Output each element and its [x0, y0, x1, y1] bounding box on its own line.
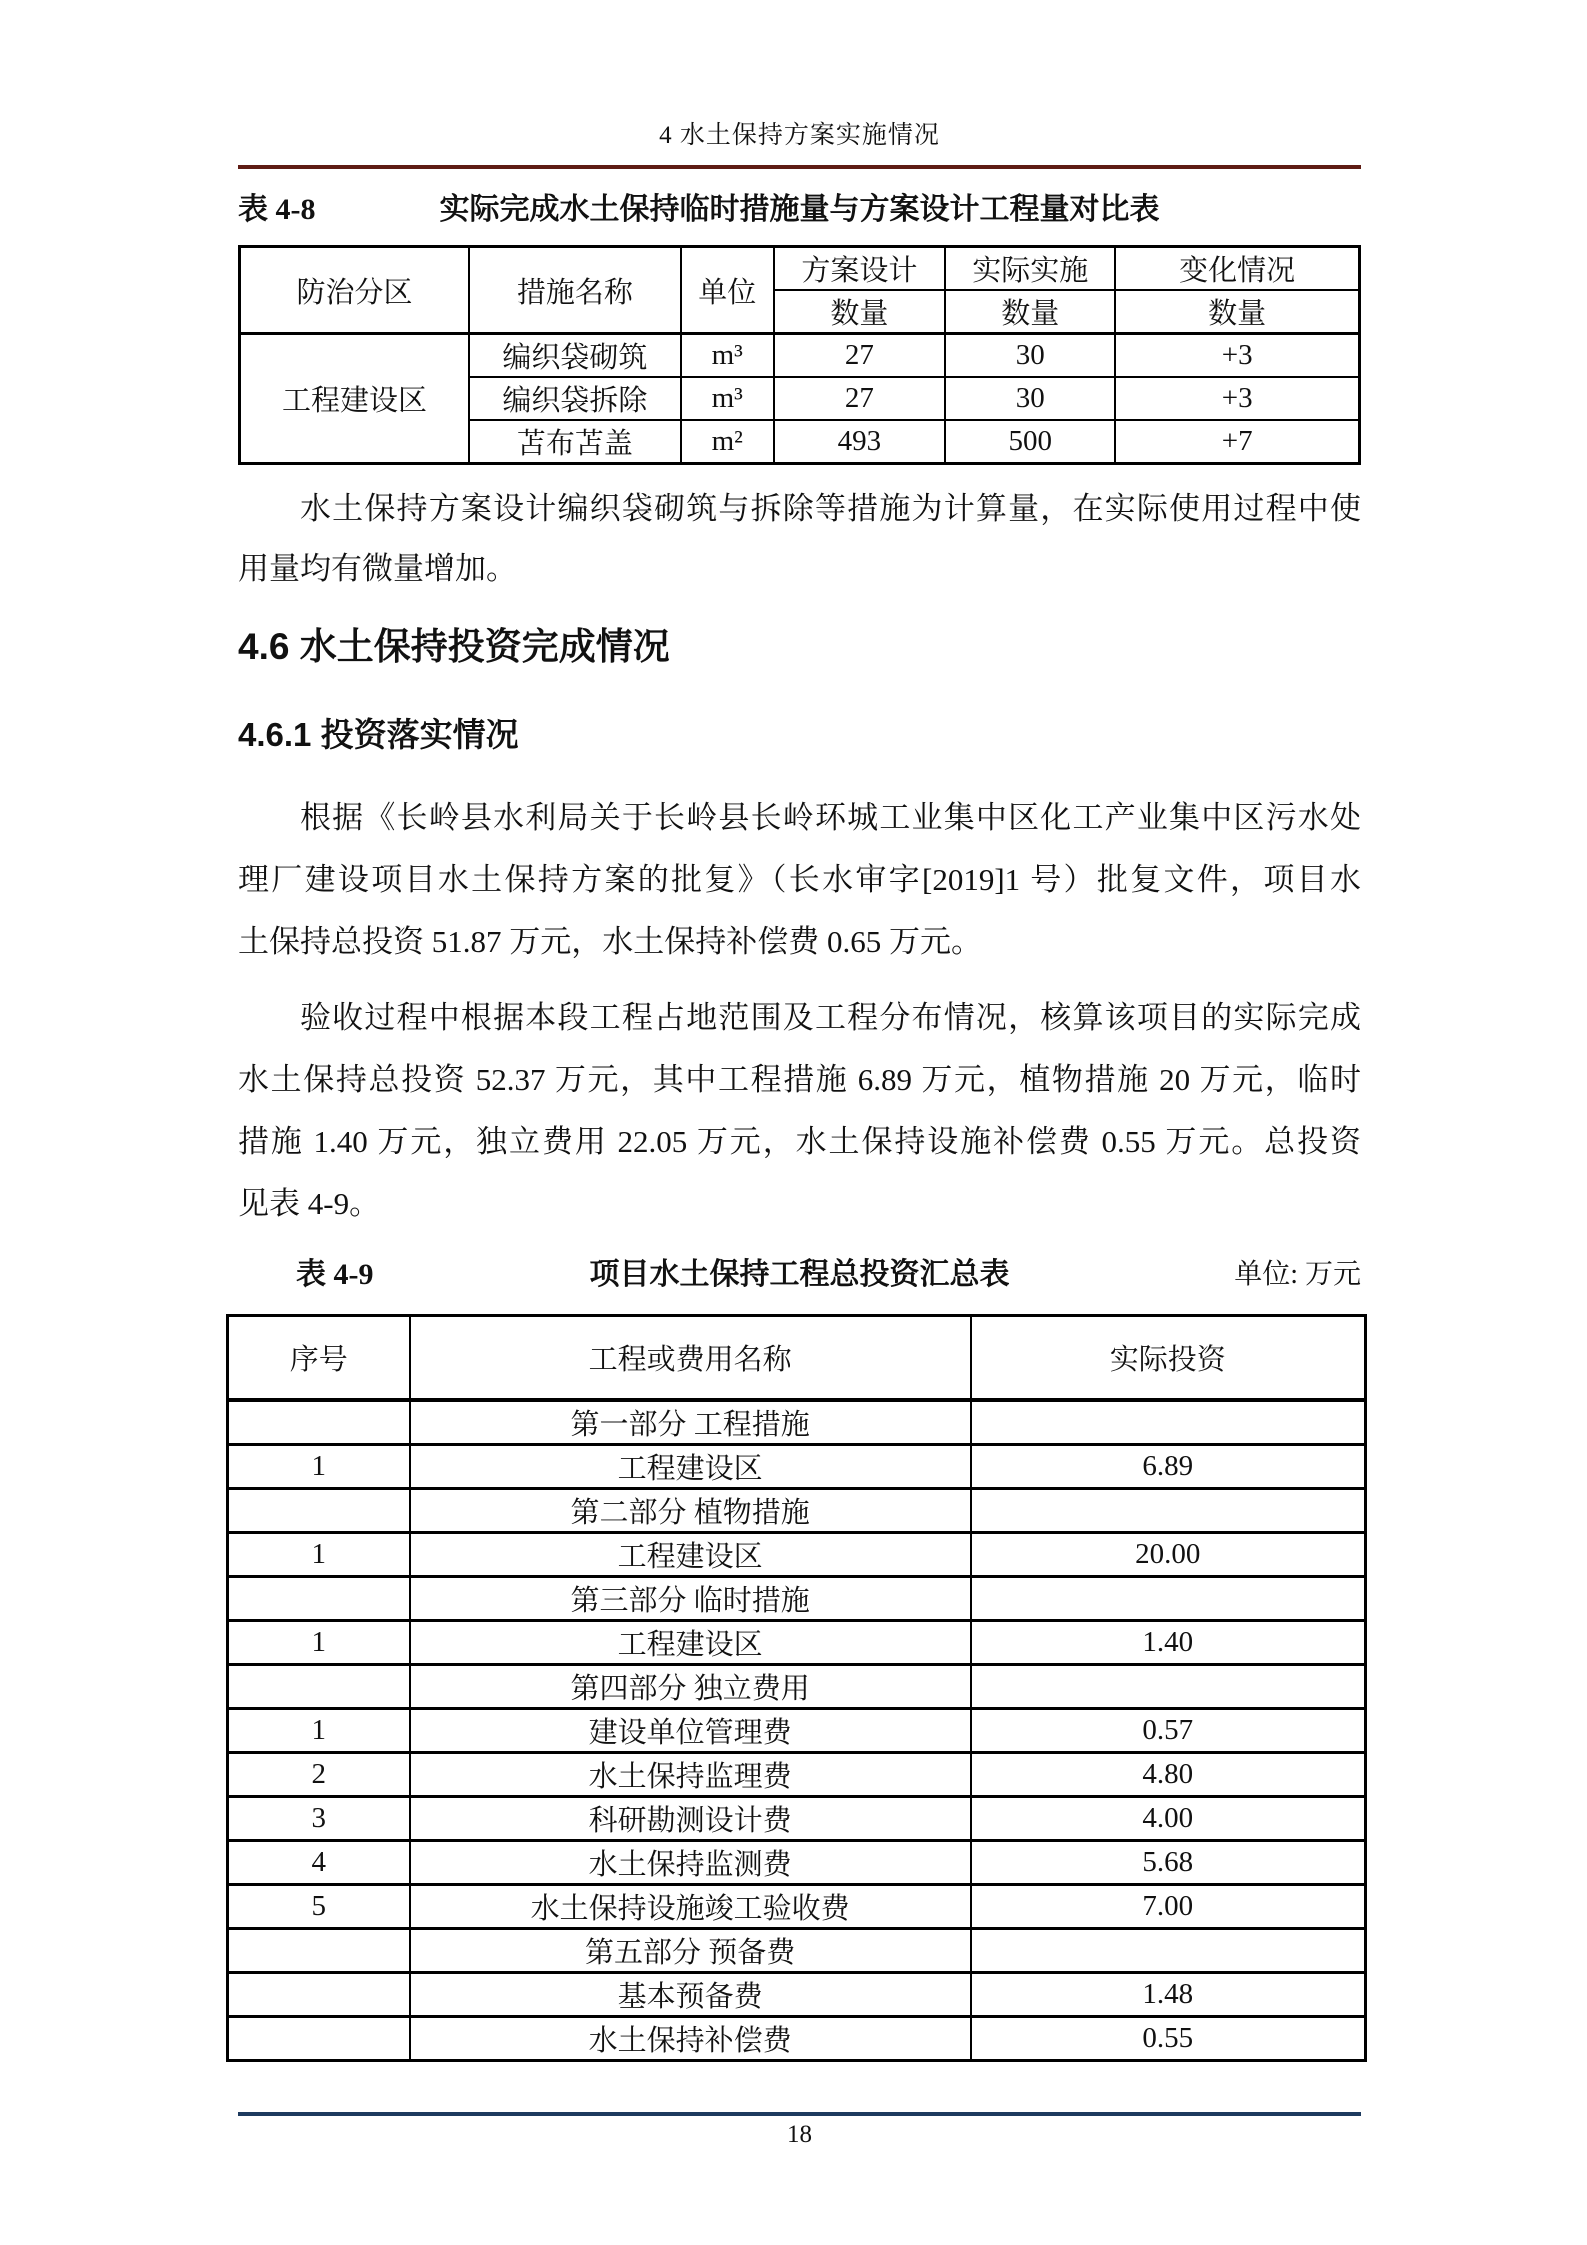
no-cell: [228, 1928, 410, 1972]
table-4-9-label: 表 4-9: [296, 1258, 374, 1291]
value-cell: 20.00: [971, 1532, 1366, 1576]
measure-cell: 编织袋砌筑: [469, 334, 681, 378]
no-cell: 4: [228, 1840, 410, 1884]
table-row: [228, 1752, 1366, 1796]
column-subheader-change-quantity: 数量: [1115, 290, 1359, 334]
table-row: [228, 1708, 1366, 1752]
name-cell: 第五部分 预备费: [410, 1928, 971, 1972]
name-cell: 水土保持监测费: [410, 1840, 971, 1884]
paragraph-after-table-4-8: [238, 479, 1361, 599]
table-row: [228, 2016, 1366, 2060]
zone-cell: 工程建设区: [240, 334, 470, 464]
name-cell: 工程建设区: [410, 1620, 971, 1664]
table-4-9: [226, 1314, 1367, 2062]
name-cell: 水土保持补偿费: [410, 2016, 971, 2060]
section-row: [228, 1928, 1366, 1972]
table-row: [228, 1884, 1366, 1928]
no-cell: [228, 1664, 410, 1708]
design-cell: 27: [774, 377, 945, 420]
column-header-name: 工程或费用名称: [410, 1316, 971, 1400]
no-cell: 1: [228, 1444, 410, 1488]
paragraph-line: 水土保持方案设计编织袋砌筑与拆除等措施为计算量，在实际使用过程中使: [300, 491, 1361, 526]
footer-rule: [238, 2112, 1361, 2116]
section-heading-4-6: 4.6 水土保持投资完成情况: [238, 626, 670, 667]
no-cell: 5: [228, 1884, 410, 1928]
table-row: [228, 1972, 1366, 2016]
table-row: [228, 1840, 1366, 1884]
section-row: [228, 1400, 1366, 1445]
column-header-actual: 实际实施: [945, 247, 1115, 291]
value-cell: [971, 1576, 1366, 1620]
change-cell: +7: [1115, 420, 1359, 464]
paragraph-line: 用量均有微量增加。: [238, 551, 517, 586]
value-cell: 0.55: [971, 2016, 1366, 2060]
section-row: [228, 1488, 1366, 1532]
value-cell: 1.40: [971, 1620, 1366, 1664]
name-cell: 工程建设区: [410, 1532, 971, 1576]
column-header-change: 变化情况: [1115, 247, 1359, 291]
name-cell: 水土保持监理费: [410, 1752, 971, 1796]
measure-cell: 苫布苫盖: [469, 420, 681, 464]
actual-cell: 30: [945, 334, 1115, 378]
design-cell: 27: [774, 334, 945, 378]
paragraph-approval: [238, 787, 1361, 973]
table-row: [240, 334, 1360, 378]
unit-cell: m³: [681, 334, 774, 378]
table-4-9-unit-note: 单位: 万元: [1234, 1259, 1361, 1290]
table-4-8-label: 表 4-8: [238, 193, 316, 226]
table-row: [228, 1444, 1366, 1488]
value-cell: [971, 1664, 1366, 1708]
name-cell: 基本预备费: [410, 1972, 971, 2016]
value-cell: [971, 1400, 1366, 1445]
unit-cell: m²: [681, 420, 774, 464]
running-header: 4 水土保持方案实施情况: [659, 122, 940, 149]
table-4-8: [238, 245, 1361, 465]
value-cell: 4.00: [971, 1796, 1366, 1840]
measure-cell: 编织袋拆除: [469, 377, 681, 420]
paragraph-acceptance: [238, 987, 1361, 1235]
name-cell: 第二部分 植物措施: [410, 1488, 971, 1532]
paragraph-line: 水土保持总投资 52.37 万元，其中工程措施 6.89 万元，植物措施 20 万元，临时: [238, 1062, 1361, 1097]
actual-cell: 500: [945, 420, 1115, 464]
name-cell: 科研勘测设计费: [410, 1796, 971, 1840]
column-header-unit: 单位: [681, 247, 774, 334]
column-header-zone: 防治分区: [240, 247, 470, 334]
design-cell: 493: [774, 420, 945, 464]
paragraph-line: 见表 4-9。: [238, 1186, 381, 1221]
column-header-design: 方案设计: [774, 247, 945, 291]
value-cell: [971, 1488, 1366, 1532]
name-cell: 工程建设区: [410, 1444, 971, 1488]
paragraph-line: 理厂建设项目水土保持方案的批复》（长水审字[2019]1 号）批复文件，项目水: [238, 862, 1361, 897]
column-header-value: 实际投资: [971, 1316, 1366, 1400]
value-cell: 7.00: [971, 1884, 1366, 1928]
value-cell: 4.80: [971, 1752, 1366, 1796]
paragraph-line: 措施 1.40 万元，独立费用 22.05 万元，水土保持设施补偿费 0.55 万元。总投资: [238, 1124, 1361, 1159]
page-number: 18: [787, 2120, 812, 2148]
section-row: [228, 1664, 1366, 1708]
table-row: [228, 1620, 1366, 1664]
table-row: [228, 1796, 1366, 1840]
paragraph-line: 根据《长岭县水利局关于长岭县长岭环城工业集中区化工产业集中区污水处: [300, 800, 1361, 835]
actual-cell: 30: [945, 377, 1115, 420]
change-cell: +3: [1115, 334, 1359, 378]
value-cell: 6.89: [971, 1444, 1366, 1488]
no-cell: [228, 1400, 410, 1445]
section-heading-4-6-1: 4.6.1 投资落实情况: [238, 716, 519, 753]
name-cell: 建设单位管理费: [410, 1708, 971, 1752]
no-cell: [228, 1576, 410, 1620]
paragraph-line: 验收过程中根据本段工程占地范围及工程分布情况，核算该项目的实际完成: [300, 1000, 1361, 1035]
table-4-8-header-row-1: [240, 247, 1360, 291]
unit-cell: m³: [681, 377, 774, 420]
value-cell: 1.48: [971, 1972, 1366, 2016]
no-cell: 2: [228, 1752, 410, 1796]
column-subheader-actual-quantity: 数量: [945, 290, 1115, 334]
no-cell: [228, 1488, 410, 1532]
value-cell: [971, 1928, 1366, 1972]
paragraph-line: 土保持总投资 51.87 万元，水土保持补偿费 0.65 万元。: [238, 924, 982, 959]
no-cell: 3: [228, 1796, 410, 1840]
page-content: [238, 0, 1361, 2152]
value-cell: 5.68: [971, 1840, 1366, 1884]
no-cell: [228, 1972, 410, 2016]
table-4-9-header-row: [228, 1316, 1366, 1400]
change-cell: +3: [1115, 377, 1359, 420]
table-4-9-title: 项目水土保持工程总投资汇总表: [589, 1258, 1010, 1291]
no-cell: 1: [228, 1532, 410, 1576]
table-row: [228, 1532, 1366, 1576]
table-4-9-caption: [238, 1247, 1361, 1303]
section-row: [228, 1576, 1366, 1620]
value-cell: 0.57: [971, 1708, 1366, 1752]
table-4-8-title: 实际完成水土保持临时措施量与方案设计工程量对比表: [439, 193, 1160, 226]
column-header-measure: 措施名称: [469, 247, 681, 334]
header-rule: [238, 165, 1361, 169]
name-cell: 第三部分 临时措施: [410, 1576, 971, 1620]
no-cell: [228, 2016, 410, 2060]
name-cell: 水土保持设施竣工验收费: [410, 1884, 971, 1928]
name-cell: 第四部分 独立费用: [410, 1664, 971, 1708]
no-cell: 1: [228, 1620, 410, 1664]
name-cell: 第一部分 工程措施: [410, 1400, 971, 1445]
column-header-no: 序号: [228, 1316, 410, 1400]
no-cell: 1: [228, 1708, 410, 1752]
table-4-8-caption: [238, 193, 1361, 227]
column-subheader-design-quantity: 数量: [774, 290, 945, 334]
